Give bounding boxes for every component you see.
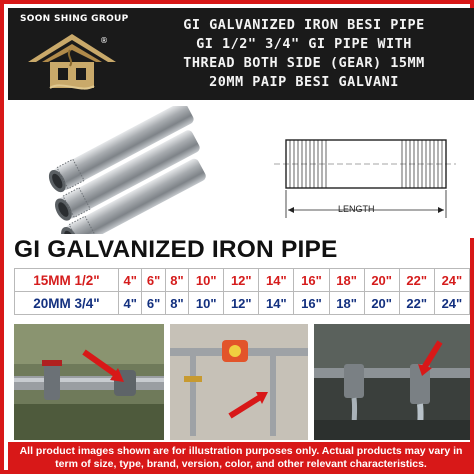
product-area — [8, 100, 474, 238]
length-cell: 6" — [142, 269, 165, 292]
footer-disclaimer-bar — [8, 442, 474, 474]
table-row — [15, 292, 470, 315]
length-cell: 12" — [224, 269, 259, 292]
registered-mark: ® — [100, 36, 108, 45]
size-table — [14, 268, 470, 315]
size-cell: 20MM 3/4" — [15, 292, 119, 315]
pipe-tap-photo — [314, 324, 470, 440]
header-title-line: THREAD BOTH SIDE (GEAR) 15MM — [183, 55, 425, 71]
length-cell: 16" — [294, 292, 329, 315]
disclaimer-text: All product images shown are for illustration purposes only. Actual products may vary in term of size, type, brand, version, color, and other relevant characteristics. — [19, 445, 463, 470]
header-title-line: 20MM PAIP BESI GALVANI — [209, 74, 399, 90]
brand-name: SOON SHING GROUP — [20, 14, 129, 24]
length-cell: 12" — [224, 292, 259, 315]
length-cell: 18" — [329, 269, 364, 292]
length-cell: 14" — [259, 269, 294, 292]
pipe-valve-photo — [14, 324, 164, 440]
pipe-meter-photo — [170, 324, 308, 440]
main-title: GI GALVANIZED IRON PIPE — [14, 236, 338, 263]
size-cell: 15MM 1/2" — [15, 269, 119, 292]
length-cell: 10" — [189, 292, 224, 315]
header-title-line: GI GALVANIZED IRON BESI PIPE — [183, 17, 425, 33]
length-cell: 20" — [364, 292, 399, 315]
length-cell: 6" — [142, 292, 165, 315]
length-cell: 14" — [259, 292, 294, 315]
header-title-line: GI 1/2" 3/4" GI PIPE WITH — [196, 36, 412, 52]
length-cell: 16" — [294, 269, 329, 292]
table-row — [15, 269, 470, 292]
length-cell: 4" — [119, 292, 142, 315]
length-cell: 24" — [434, 292, 469, 315]
length-cell: 20" — [364, 269, 399, 292]
header-title — [138, 16, 470, 92]
length-cell: 8" — [165, 269, 188, 292]
length-cell: 4" — [119, 269, 142, 292]
length-cell: 22" — [399, 269, 434, 292]
length-label: LENGTH — [338, 204, 375, 214]
length-cell: 18" — [329, 292, 364, 315]
length-cell: 8" — [165, 292, 188, 315]
length-cell: 22" — [399, 292, 434, 315]
header-banner — [8, 8, 474, 100]
galvanized-pipes-photo — [30, 106, 220, 234]
length-cell: 24" — [434, 269, 469, 292]
length-cell: 10" — [189, 269, 224, 292]
